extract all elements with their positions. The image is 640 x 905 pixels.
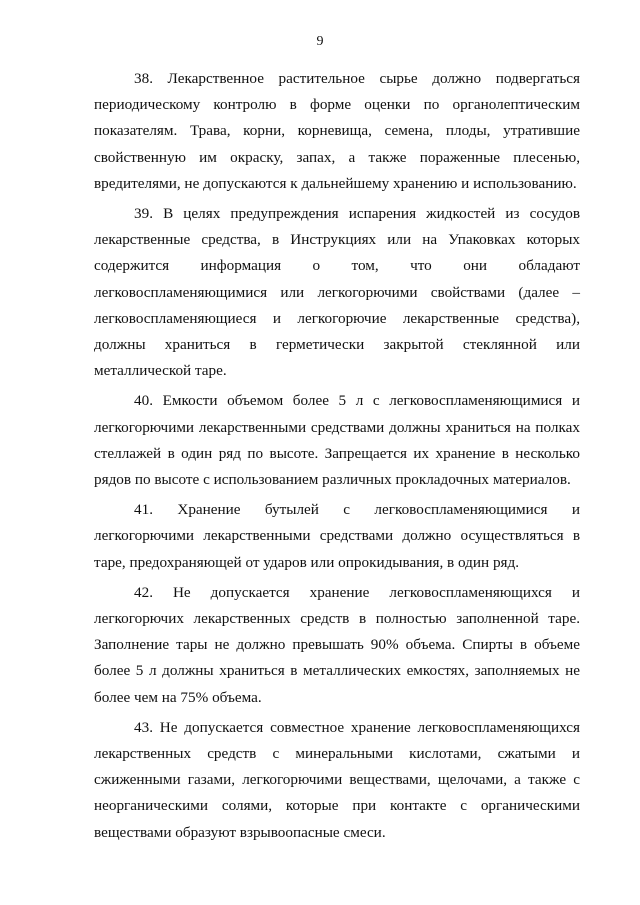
paragraph-42: 42. Не допускается хранение легковоспламеняющихся и легкогорючих лекарственных средств в полностью заполненной таре. Заполнение тары не должно превышать 90% объема. Спирты в объеме более 5 л должны храниться в металлических емкостях, заполняемых не более чем на 75% объема. [94, 583, 580, 706]
paragraph-39: 39. В целях предупреждения испарения жидкостей из сосудов лекарственные средства, в Инструкциях или на Упаковках которых содержится информация о том, что они обладают легковоспламеняющимися или легкогорючими свойствами (далее – легковоспламеняющиеся и легкогорючие лекарственные средства), должны храниться в герметически закрытой стеклянной или металлической таре. [94, 205, 580, 380]
paragraph-41: 41. Хранение бутылей с легковоспламеняющимися и легкогорючими лекарственными средствами должно осуществляться в таре, предохраняющей от ударов или опрокидывания, в один ряд. [94, 501, 580, 571]
paragraph-43: 43. Не допускается совместное хранение легковоспламеняющихся лекарственных средств с минеральными кислотами, сжатыми и сжиженными газами, легкогорючими веществами, щелочами, а также с неорганическими солями, которые при контакте с органическими веществами образуют взрывоопасные смеси. [94, 718, 580, 841]
paragraph-40: 40. Емкости объемом более 5 л с легковоспламеняющимися и легкогорючими лекарственными средствами должны храниться на полках стеллажей в один ряд по высоте. Запрещается их хранение в несколько рядов по высоте с использованием различных прокладочных материалов. [94, 392, 580, 489]
paragraph-38: 38. Лекарственное растительное сырье должно подвергаться периодическому контролю в форме оценки по органолептическим показателям. Трава, корни, корневища, семена, плоды, утратившие свойственную им окраску, запах, а также пораженные плесенью, вредителями, не допускаются к дальнейшему хранению и использованию. [94, 70, 580, 192]
page-number: 9 [316, 34, 324, 49]
document-body [94, 66, 580, 850]
